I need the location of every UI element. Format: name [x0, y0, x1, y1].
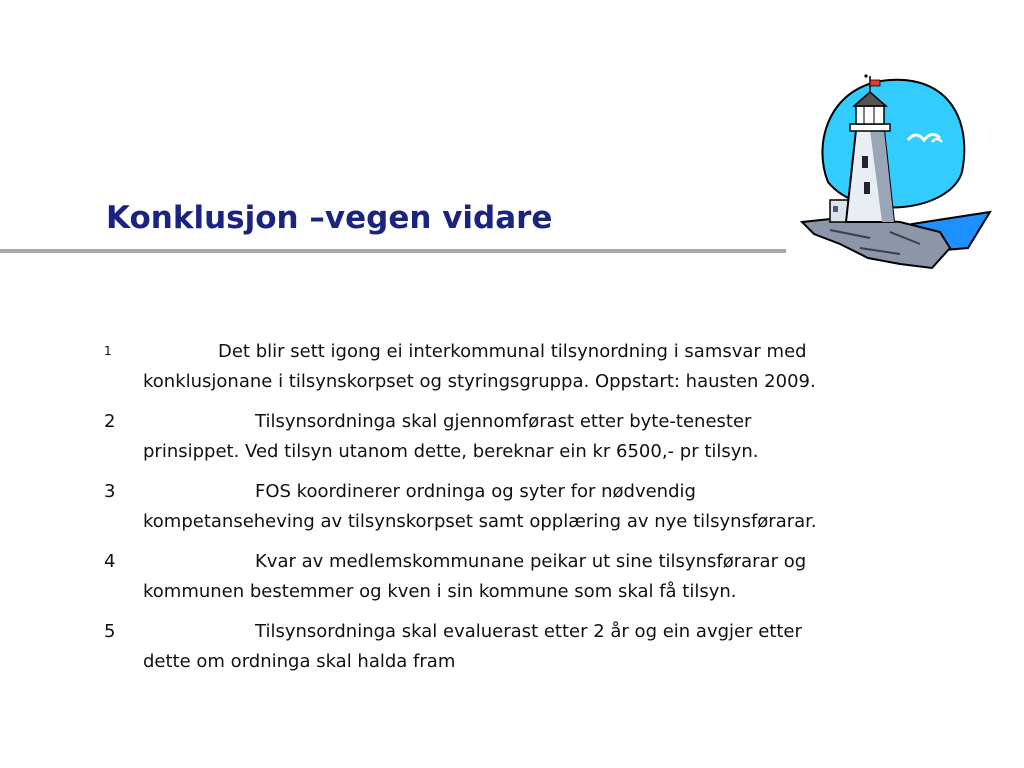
item-number: 5	[104, 621, 116, 642]
title-divider	[0, 249, 786, 253]
item-text-line1: Tilsynsordninga skal gjennomførast etter byte-tenester	[255, 411, 752, 432]
item-text-line2: dette om ordninga skal halda fram	[143, 651, 456, 672]
item-number: 4	[104, 551, 116, 572]
list-item	[104, 337, 924, 397]
item-text-line1: Tilsynsordninga skal evaluerast etter 2 år og ein avgjer etter	[255, 621, 802, 642]
list-item	[104, 617, 924, 677]
list-item	[104, 477, 924, 537]
item-text-line2: prinsippet. Ved tilsyn utanom dette, bereknar ein kr 6500,- pr tilsyn.	[143, 441, 759, 462]
item-text-line1: Kvar av medlemskommunane peikar ut sine tilsynsførarar og	[255, 551, 807, 572]
item-text-line2: kompetanseheving av tilsynskorpset samt opplæring av nye tilsynsførarar.	[143, 511, 817, 532]
conclusion-list	[104, 337, 924, 687]
item-text-line2: konklusjonane i tilsynskorpset og styringsgruppa. Oppstart: hausten 2009.	[143, 371, 816, 392]
lighthouse-icon	[800, 72, 992, 272]
item-number: 1	[104, 344, 112, 358]
slide-title: Konklusjon –vegen vidare	[106, 200, 553, 236]
item-number: 3	[104, 481, 116, 502]
item-text-line1: FOS koordinerer ordninga og syter for nødvendig	[255, 481, 696, 502]
item-text-line1: Det blir sett igong ei interkommunal tilsynordning i samsvar med	[218, 341, 807, 362]
list-item	[104, 407, 924, 467]
item-text-line2: kommunen bestemmer og kven i sin kommune som skal få tilsyn.	[143, 581, 737, 602]
list-item	[104, 547, 924, 607]
item-number: 2	[104, 411, 116, 432]
